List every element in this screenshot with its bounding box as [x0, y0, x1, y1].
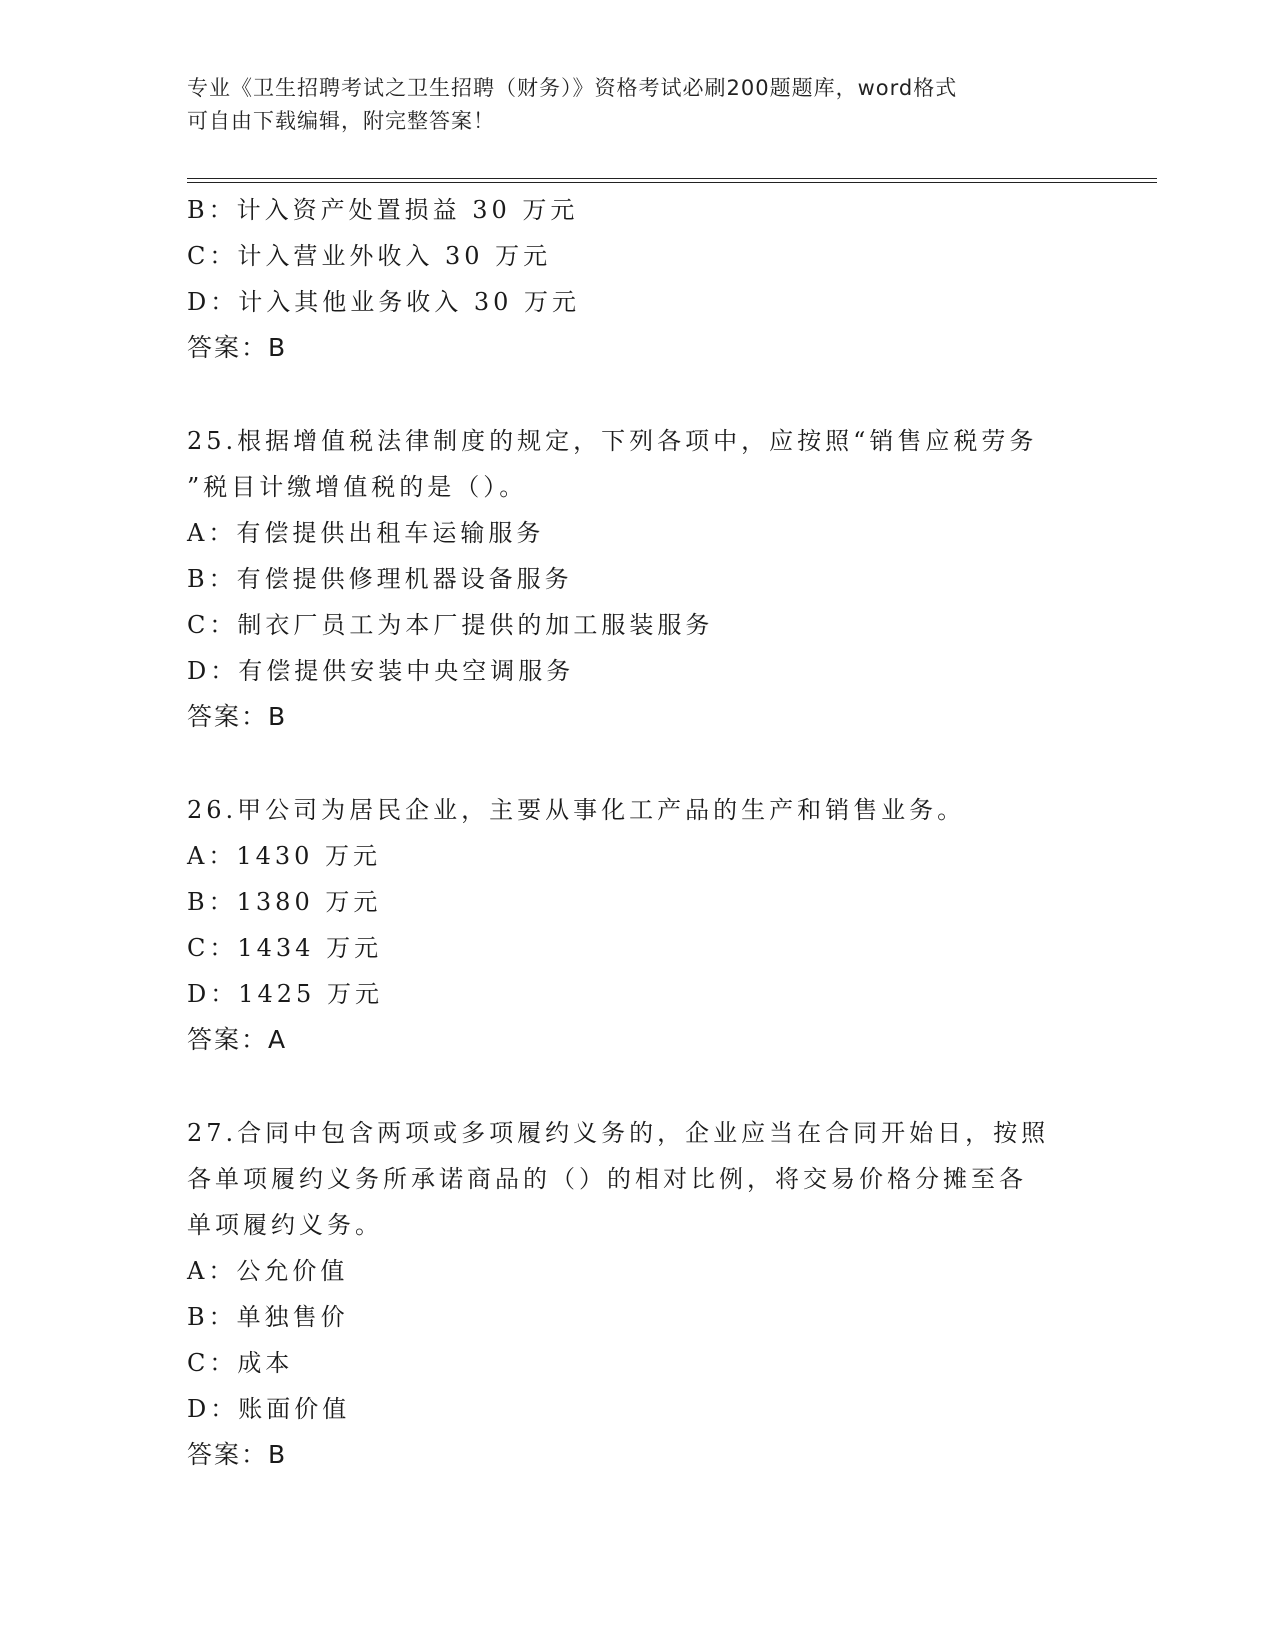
question-stem-line: ”税目计缴增值税的是（）。 [187, 473, 528, 501]
option-c: C：1434 万元 [187, 934, 383, 962]
document-page [187, 0, 1157, 1650]
question-block-prev [187, 187, 1087, 371]
question-stem-line: 26.甲公司为居民企业，主要从事化工产品的生产和销售业务。 [187, 796, 966, 824]
option-d: D：计入其他业务收入 30 万元 [187, 288, 581, 316]
question-content [187, 187, 1087, 1478]
question-stem-line: 单项履约义务。 [187, 1211, 383, 1239]
question-stem-line: 25.根据增值税法律制度的规定，下列各项中，应按照“销售应税劳务 [187, 427, 1038, 455]
option-c: C：成本 [187, 1349, 294, 1377]
answer-line: 答案：A [187, 1025, 288, 1054]
option-c: C：制衣厂员工为本厂提供的加工服装服务 [187, 611, 714, 639]
document-header [187, 72, 1087, 138]
header-divider [187, 178, 1157, 183]
answer-line: 答案：B [187, 702, 288, 731]
question-stem-line: 27.合同中包含两项或多项履约义务的，企业应当在合同开始日，按照 [187, 1119, 1050, 1147]
option-a: A：公允价值 [187, 1257, 349, 1285]
question-block-26 [187, 787, 1087, 1063]
spacer [187, 371, 1087, 418]
option-b: B：有偿提供修理机器设备服务 [187, 565, 573, 593]
header-line-1: 专业《卫生招聘考试之卫生招聘（财务）》资格考试必刷200题题库，word格式 [187, 76, 958, 100]
answer-line: 答案：B [187, 333, 288, 362]
option-b: B：1380 万元 [187, 888, 382, 916]
option-c: C：计入营业外收入 30 万元 [187, 242, 552, 270]
header-line-2: 可自由下载编辑，附完整答案！ [187, 109, 495, 133]
question-stem-line: 各单项履约义务所承诺商品的（）的相对比例，将交易价格分摊至各 [187, 1165, 1027, 1193]
option-a: A：有偿提供出租车运输服务 [187, 519, 545, 547]
spacer [187, 1063, 1087, 1110]
question-block-27 [187, 1110, 1087, 1478]
option-d: D：1425 万元 [187, 980, 383, 1008]
option-b: B：单独售价 [187, 1303, 349, 1331]
option-d: D：有偿提供安装中央空调服务 [187, 657, 575, 685]
question-block-25 [187, 418, 1087, 740]
option-a: A：1430 万元 [187, 842, 382, 870]
spacer [187, 740, 1087, 787]
option-b: B：计入资产处置损益 30 万元 [187, 196, 579, 224]
answer-line: 答案：B [187, 1440, 288, 1469]
option-d: D：账面价值 [187, 1395, 351, 1423]
